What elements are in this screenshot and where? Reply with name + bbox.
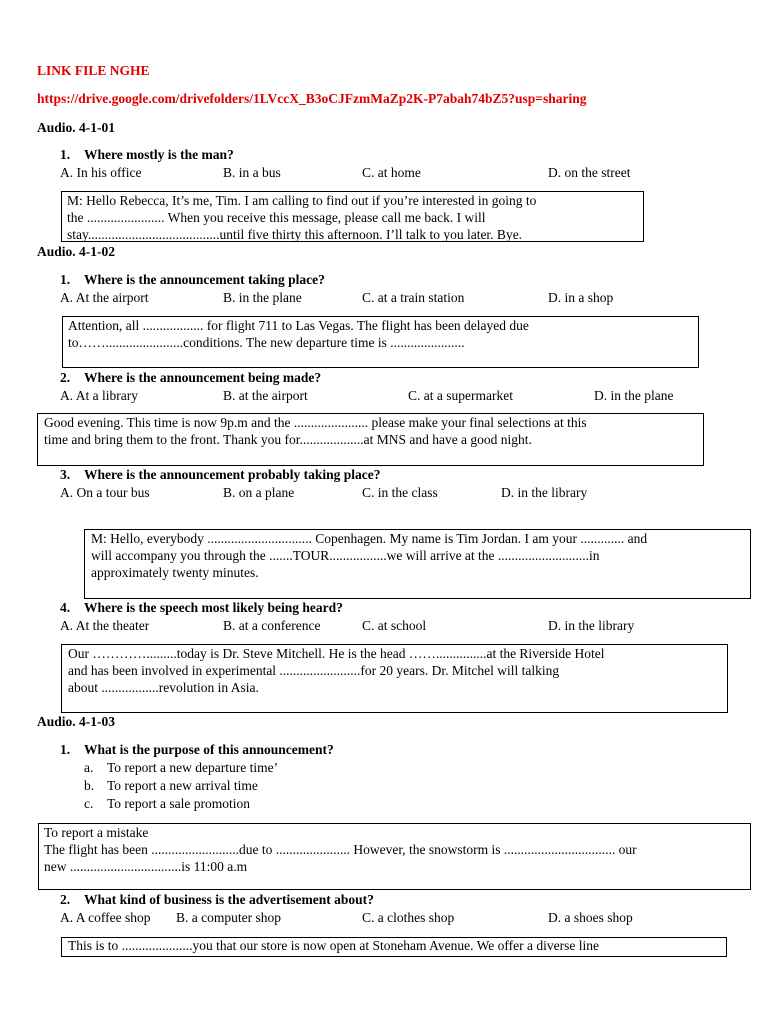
option-d: D. a shoes shop — [548, 910, 633, 925]
transcript-line: the ....................... When you receive this message, please call me back. I will — [67, 210, 486, 225]
option-a: A. At a library — [60, 388, 138, 403]
option-letter-b: b. — [84, 778, 95, 793]
option-d: D. in a shop — [548, 290, 614, 305]
transcript-line: This is to .....................you that our store is now open at Stoneham Avenue. We offer a diverse line — [68, 938, 599, 953]
question-text: Where mostly is the man? — [84, 147, 234, 162]
option-a: A. A coffee shop — [60, 910, 151, 925]
transcript-line: Good evening. This time is now 9p.m and the ...................... please make your final selections at this — [44, 415, 587, 430]
transcript-box — [38, 823, 751, 890]
transcript-line: and has been involved in experimental ........................for 20 years. Dr. Mitchel will talking — [68, 663, 560, 678]
option-a: To report a new departure time’ — [107, 760, 279, 775]
question-text: Where is the announcement probably taking place? — [84, 467, 381, 482]
option-d: D. on the street — [548, 165, 631, 180]
drive-link[interactable]: https://drive.google.com/drivefolders/1LVccX_B3oCJFzmMaZp2K-P7abah74bZ5?usp=sharing — [37, 91, 587, 106]
transcript-line: to…….......................conditions. The new departure time is ...................... — [68, 335, 465, 350]
transcript-box — [84, 529, 751, 599]
option-d: D. in the plane — [594, 388, 674, 403]
transcript-line: time and bring them to the front. Thank you for...................at MNS and have a good night. — [44, 432, 532, 447]
option-d: D. in the library — [548, 618, 635, 633]
question-text: Where is the announcement being made? — [84, 370, 322, 385]
option-c: To report a sale promotion — [107, 796, 251, 811]
option-a: A. In his office — [60, 165, 142, 180]
transcript-line: approximately twenty minutes. — [91, 565, 259, 580]
transcript-box — [62, 316, 699, 368]
option-c: C. at a train station — [362, 290, 465, 305]
question-number: 4. — [60, 600, 71, 615]
transcript-line: about .................revolution in Asia. — [68, 680, 259, 695]
option-b: B. in a bus — [223, 165, 281, 180]
option-a: A. At the theater — [60, 618, 150, 633]
option-c: C. in the class — [362, 485, 438, 500]
transcript-line: M: Hello, everybody ............................... Copenhagen. My name is Tim Jordan. I am your ............. and — [91, 531, 648, 546]
option-b: B. on a plane — [223, 485, 295, 500]
transcript-box — [61, 644, 728, 713]
option-b: B. in the plane — [223, 290, 302, 305]
question-number: 1. — [60, 272, 71, 287]
option-c: C. at home — [362, 165, 421, 180]
question-number: 3. — [60, 467, 71, 482]
option-b: B. a computer shop — [176, 910, 281, 925]
transcript-line: To report a mistake — [44, 825, 149, 840]
transcript-line: stay.......................................until five thirty this afternoon. I’ll talk to you later. Bye. — [67, 227, 523, 242]
transcript-line: will accompany you through the .......TOUR.................we will arrive at the ...........................in — [91, 548, 600, 563]
option-a: A. At the airport — [60, 290, 149, 305]
option-b: B. at the airport — [223, 388, 308, 403]
question-text: Where is the speech most likely being heard? — [84, 600, 343, 615]
option-c: C. at a supermarket — [408, 388, 513, 403]
transcript-line: M: Hello Rebecca, It’s me, Tim. I am calling to find out if you’re interested in going to — [67, 193, 537, 208]
option-a: A. On a tour bus — [60, 485, 150, 500]
option-letter-c: c. — [84, 796, 94, 811]
question-number: 1. — [60, 742, 71, 757]
transcript-box — [61, 937, 727, 957]
question-number: 2. — [60, 370, 71, 385]
option-b: To report a new arrival time — [107, 778, 258, 793]
transcript-line: The flight has been ..........................due to ...................... However, the snowstorm is ................................. our — [44, 842, 637, 857]
option-c: C. a clothes shop — [362, 910, 455, 925]
option-b: B. at a conference — [223, 618, 321, 633]
transcript-line: Our ………….........today is Dr. Steve Mitchell. He is the head ……...............at the Riverside Hotel — [68, 646, 605, 661]
section-title-audio-1: Audio. 4-1-01 — [37, 120, 116, 135]
transcript-box — [37, 413, 704, 466]
option-d: D. in the library — [501, 485, 588, 500]
section-title-audio-3: Audio. 4-1-03 — [37, 714, 116, 729]
question-number: 2. — [60, 892, 71, 907]
link-title: LINK FILE NGHE — [37, 63, 150, 78]
transcript-line: new .................................is 11:00 a.m — [44, 859, 248, 874]
option-letter-a: a. — [84, 760, 94, 775]
question-text: Where is the announcement taking place? — [84, 272, 325, 287]
section-title-audio-2: Audio. 4-1-02 — [37, 244, 116, 259]
question-number: 1. — [60, 147, 71, 162]
transcript-box — [61, 191, 644, 242]
transcript-line: Attention, all .................. for flight 711 to Las Vegas. The flight has been delayed due — [68, 318, 529, 333]
question-text: What is the purpose of this announcement? — [84, 742, 334, 757]
option-c: C. at school — [362, 618, 427, 633]
question-text: What kind of business is the advertisement about? — [84, 892, 374, 907]
